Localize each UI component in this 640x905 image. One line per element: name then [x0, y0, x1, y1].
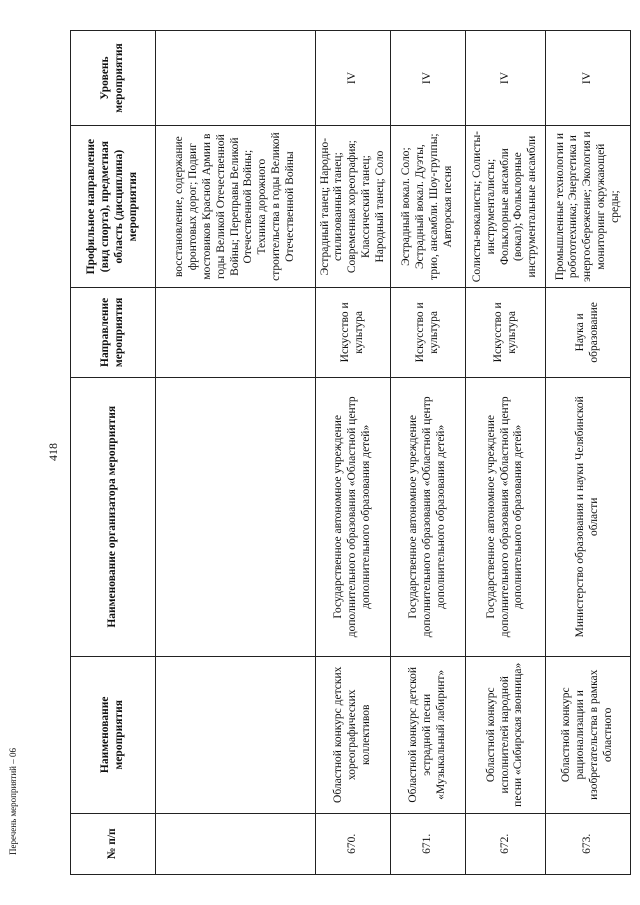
cell-level: IV [391, 31, 466, 126]
cell-name: Областной конкурс детских хореографических коллективов [316, 657, 391, 814]
cell-organizer: Государственное автономное учреждение дополнительного образования «Областной центр дополнительного образования детей» [391, 377, 466, 656]
header-level: Уровень мероприятия [71, 31, 156, 126]
header-num: № п/п [71, 813, 156, 874]
cell-profile: Эстрадный вокал. Соло; Эстрадный вокал. Дуэты, трио, ансамбли. Шоу-группы; Авторская песня [391, 126, 466, 288]
cell-empty [156, 813, 316, 874]
cell-profile: Эстрадный танец; Народно-стилизованный танец; Современная хореография; Классический танец; Народный танец; Соло [316, 126, 391, 288]
cell-num: 671. [391, 813, 466, 874]
table-row [316, 31, 391, 875]
document-table-rotated [70, 30, 630, 875]
cell-empty [156, 288, 316, 377]
table-row [466, 31, 546, 875]
cell-empty [156, 31, 316, 126]
cell-profile: Солисты-вокалисты; Солисты- инструменталисты; Фольклорные ансамбли (вокал); Фольклорные инструментальные ансамбли [466, 126, 546, 288]
cell-profile: Промышленные технологии и робототехника; Энергетика и энергосбережение; Экология и мониторинг окружающей среды; [546, 126, 631, 288]
cell-name: Областной конкурс детской эстрадной песни «Музыкальный лабиринт» [391, 657, 466, 814]
page-footer: Перечень мероприятий – 06 [8, 748, 18, 855]
cell-num: 672. [466, 813, 546, 874]
header-row [71, 31, 156, 875]
cell-num: 673. [546, 813, 631, 874]
header-name: Наименование мероприятия [71, 657, 156, 814]
header-profile: Профильное направление (вид спорта), предметная область (дисциплина) мероприятия [71, 126, 156, 288]
cell-name: Областной конкурс рационализации и изобретательства в рамках областного [546, 657, 631, 814]
cell-profile: восстановление, содержание фронтовых дорог; Подвиг мостовиков Красной Армии в годы Великой Отечественной Войны; Переправы Великой Отечественной Войны; Техника дорожного строительства в годы Великой Отечественной Войны [156, 126, 316, 288]
cell-level: IV [466, 31, 546, 126]
cell-empty [156, 377, 316, 656]
cell-num: 670. [316, 813, 391, 874]
cell-organizer: Министерство образования и науки Челябинской области [546, 377, 631, 656]
cell-organizer: Государственное автономное учреждение дополнительного образования «Областной центр дополнительного образования детей» [316, 377, 391, 656]
cell-direction: Наука и образование [546, 288, 631, 377]
table-row-continuation [156, 31, 316, 875]
cell-organizer: Государственное автономное учреждение дополнительного образования «Областной центр дополнительного образования детей» [466, 377, 546, 656]
page-number: 418 [46, 443, 60, 461]
cell-name: Областной конкурс исполнителей народной песни «Сибирская звонница» [466, 657, 546, 814]
cell-direction: Искусство и культура [316, 288, 391, 377]
table-row [391, 31, 466, 875]
events-table [70, 30, 631, 875]
table-row [546, 31, 631, 875]
cell-level: IV [316, 31, 391, 126]
cell-level: IV [546, 31, 631, 126]
cell-direction: Искусство и культура [466, 288, 546, 377]
cell-empty [156, 657, 316, 814]
cell-direction: Искусство и культура [391, 288, 466, 377]
header-organizer: Наименование организатора мероприятия [71, 377, 156, 656]
header-direction: Направление мероприятия [71, 288, 156, 377]
